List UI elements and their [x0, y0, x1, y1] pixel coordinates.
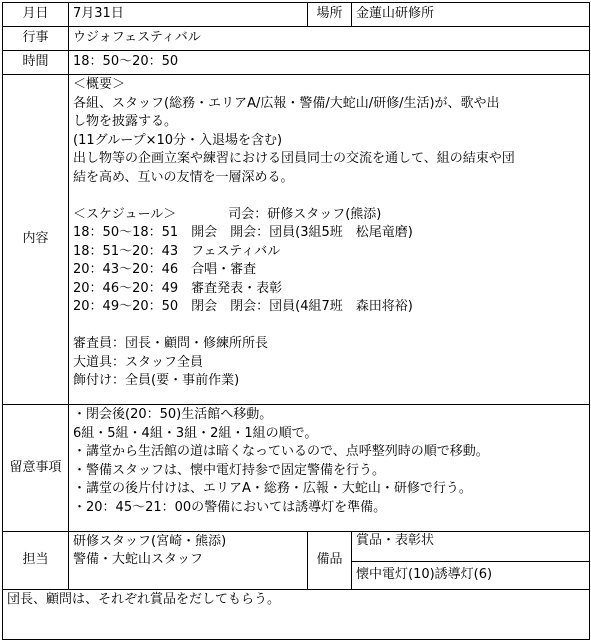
content-line: し物を披露する。	[73, 114, 178, 129]
place-label: 場所	[308, 3, 352, 27]
staff-label: 担当	[3, 532, 69, 590]
staff-line-spacer	[73, 570, 303, 589]
content-line	[73, 187, 585, 206]
staff-line: 警備・大蛇山スタッフ	[73, 552, 204, 568]
notes-line: ・警備スタッフは、懐中電灯持参で固定警備を行う。	[73, 462, 386, 478]
content-line: 飾付け：全員(要・事前作業)	[73, 373, 240, 388]
content-line: 20：43〜20：46 合唱・審査	[73, 262, 257, 277]
month-day-label: 月日	[3, 3, 69, 27]
notes-line: ・講堂の後片付けは、エリアA・総務・広報・大蛇山・研修で行う。	[73, 481, 472, 496]
notes-label: 留意事項	[3, 405, 69, 532]
content-line: 18：50〜18：51 開会 開会：団員(3組5班 松尾竜磨)	[73, 225, 413, 240]
content-line: 審査員：団長・顧問・修練所所長	[73, 336, 269, 351]
content-line: 18：51〜20：43 フェスティバル	[73, 243, 281, 259]
footer-note: 団長、顧問は、それぞれ賞品をだしてもらう。	[3, 590, 590, 640]
notes-body	[69, 405, 590, 532]
equipment-label: 備品	[308, 532, 352, 590]
content-line: 20：46〜20：49 審査発表・表彰	[73, 280, 283, 296]
content-line: 各組、スタッフ(総務・エリアA/広報・警備/大蛇山/研修/生活)が、歌や出	[73, 95, 500, 111]
content-body	[69, 75, 590, 405]
staff-body	[69, 532, 308, 590]
event-name: ウジォフェスティバル	[69, 27, 590, 51]
content-line	[73, 317, 585, 336]
content-line: (11グループ×10分・入退場を含む)	[73, 132, 283, 148]
content-line: 大道具：スタッフ全員	[73, 354, 204, 370]
content-line: 結を高め、互いの友情を一層深める。	[73, 169, 294, 185]
content-line: ＜概要＞	[73, 77, 126, 92]
notes-line: ・閉会後(20：50)生活館へ移動。	[73, 407, 273, 422]
notes-line: ・講堂から生活館の道は暗くなっているので、点呼整列時の順で移動。	[73, 444, 489, 459]
content-label: 内容	[3, 75, 69, 405]
content-line: 出し物等の企画立案や練習における団員同士の交流を通して、組の結束や団	[73, 151, 515, 166]
event-place: 金蓮山研修所	[352, 3, 590, 27]
content-line: 20：49〜20：50 閉会 閉会：団員(4組7班 森田将裕)	[73, 299, 413, 314]
schedule-sheet	[2, 2, 590, 640]
equipment-item: 賞品・表彰状	[352, 532, 590, 562]
event-time: 18：50〜20：50	[69, 51, 590, 75]
staff-line: 研修スタッフ(宮崎・熊添)	[73, 533, 227, 549]
equipment-item: 懐中電灯(10)誘導灯(6)	[352, 562, 590, 590]
content-line: ＜スケジュール＞ 司会：研修スタッフ(熊添)	[73, 206, 382, 222]
event-label: 行事	[3, 27, 69, 51]
notes-line: 6組・5組・4組・3組・2組・1組の順で。	[73, 425, 318, 441]
event-date: 7月31日	[69, 3, 308, 27]
time-label: 時間	[3, 51, 69, 75]
notes-line: ・20：45〜21：00の警備においては誘導灯を準備。	[73, 499, 387, 515]
